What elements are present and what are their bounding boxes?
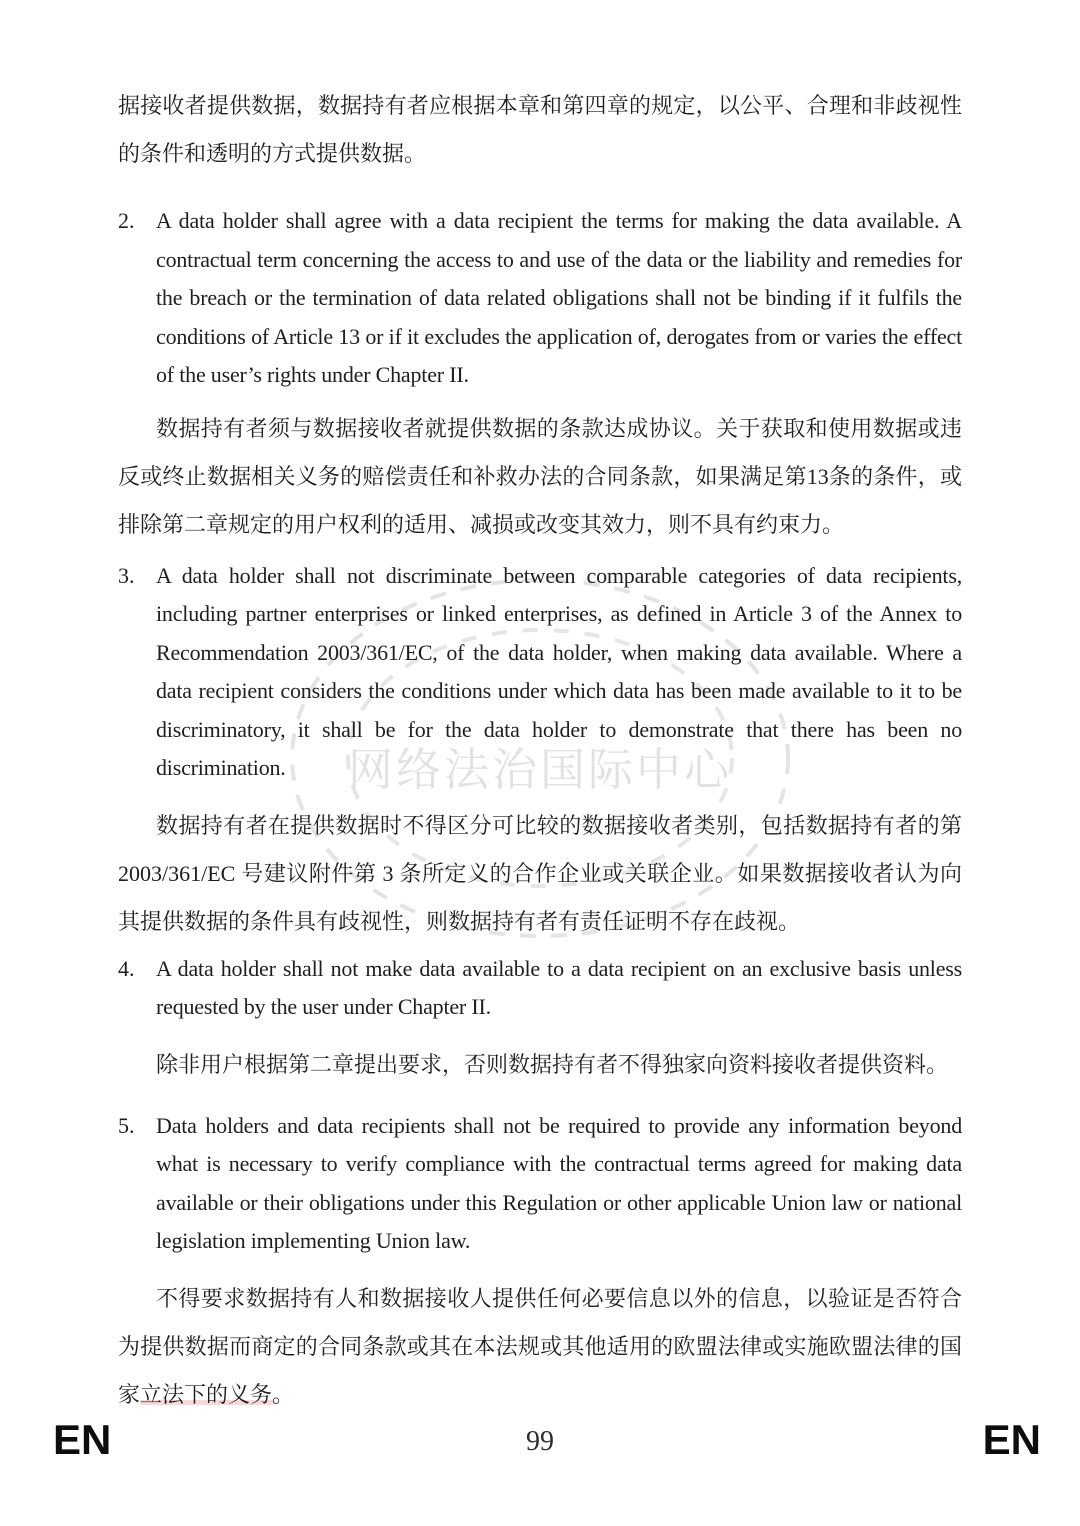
en-item-4-number: 4.	[118, 955, 135, 981]
en-item-4	[118, 950, 962, 1027]
cn-paragraph-continuation: 据接收者提供数据，数据持有者应根据本章和第四章的规定，以公平、合理和非歧视性的条件和透明的方式提供数据。	[118, 93, 962, 166]
en-item-3-text: A data holder shall not discriminate between comparable categories of data recipients, including partner enterprises or linked enterprises, as defined in Article 3 of the Annex to Recommendation 2003/361/EC, of the data holder, when making data available. Where a data recipient considers the conditions under which data has been made available to it to be discriminatory, it shall be for the data holder to demonstrate that there has been no discrimination.	[156, 562, 962, 780]
cn-paragraph-3: 数据持有者在提供数据时不得区分可比较的数据接收者类别，包括数据持有者的第2003/361/EC 号建议附件第 3 条所定义的合作企业或关联企业。如果数据接收者认为向其提供数据的条件具有歧视性，则数据持有者有责任证明不存在歧视。	[118, 812, 962, 934]
page-number: 99	[526, 1426, 554, 1457]
watermark-text: 网络法治国际中心	[347, 745, 732, 795]
cn-paragraph-2: 数据持有者须与数据接收者就提供数据的条款达成协议。关于获取和使用数据或违反或终止数据相关义务的赔偿责任和补救办法的合同条款，如果满足第13条的条件，或排除第二章规定的用户权利的适用、减损或改变其效力，则不具有约束力。	[118, 415, 962, 537]
en-item-5-text: Data holders and data recipients shall not be required to provide any information beyond what is necessary to verify compliance with the contractual terms agreed for making data available or their obligations under this Regulation or other applicable Union law or national legislation implementing Union law.	[156, 1112, 962, 1253]
en-item-2-number: 2.	[118, 208, 135, 233]
en-item-2	[118, 202, 962, 395]
en-item-4-text: A data holder shall not make data available to a data recipient on an exclusive basis unless requested by the user under Chapter II.	[156, 955, 962, 1019]
footer-language-mark-left: EN	[53, 1416, 112, 1463]
en-item-5-number: 5.	[118, 1112, 135, 1138]
en-item-5	[118, 1107, 962, 1261]
footer-language-mark-right: EN	[982, 1416, 1041, 1463]
en-item-3-number: 3.	[118, 562, 135, 588]
page-content	[118, 82, 962, 1419]
en-item-2-text: A data holder shall agree with a data recipient the terms for making the data available. A contractual term concerning the access to and use of the data or the liability and remedies for the breach or the termination of data related obligations shall not be binding if it fulfils the conditions of Article 13 or if it excludes the application of, derogates from or varies the effect of the user’s rights under Chapter II.	[156, 208, 962, 387]
cn-paragraph-4: 除非用户根据第二章提出要求，否则数据持有者不得独家向资料接收者提供资料。	[156, 1051, 949, 1077]
en-item-3	[118, 557, 962, 788]
cn-paragraph-5: 不得要求数据持有人和数据接收人提供任何必要信息以外的信息，以验证是否符合为提供数据而商定的合同条款或其在本法规或其他适用的欧盟法律或实施欧盟法律的国家立法下的义务。	[118, 1285, 962, 1407]
